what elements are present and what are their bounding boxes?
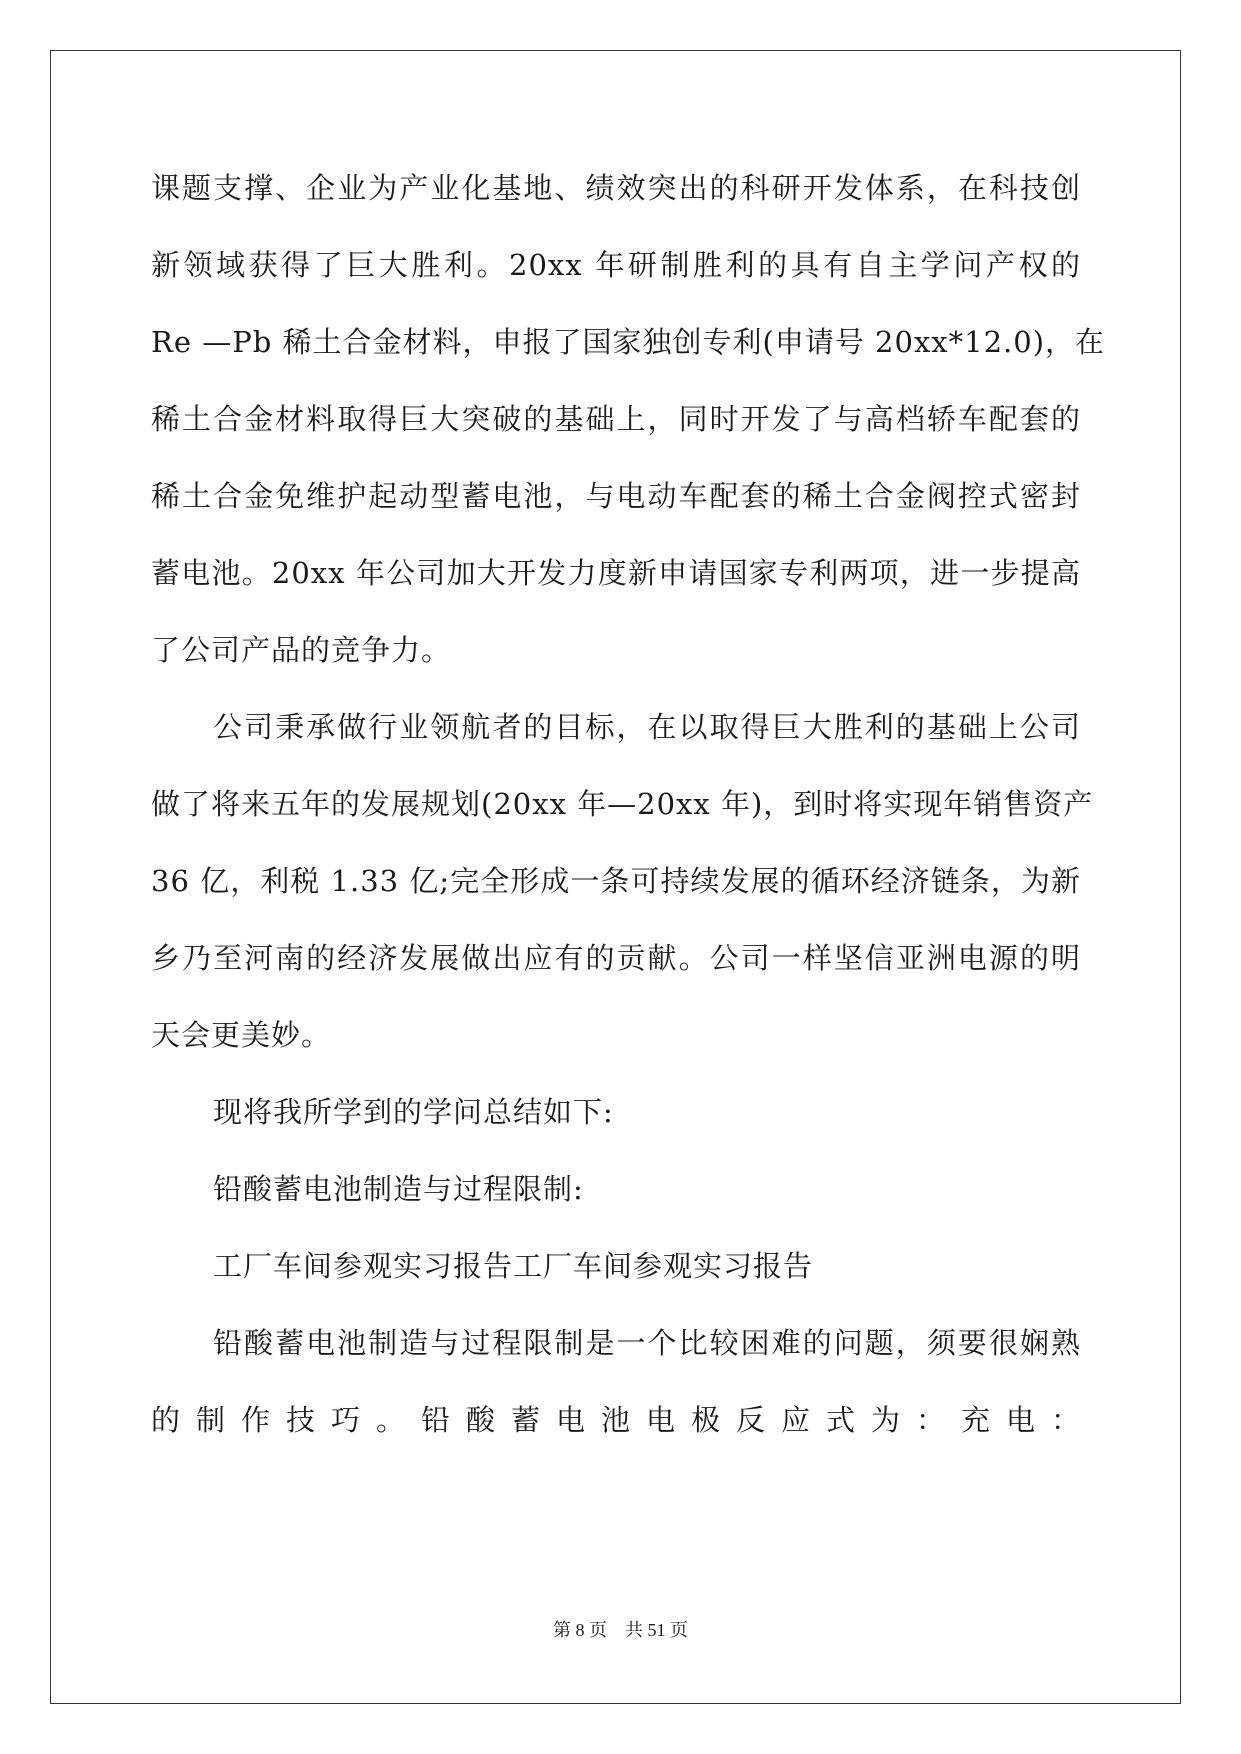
text-line: 课题支撑、企业为产业化基地、绩效突出的科研开发体系，在科技创 (151, 171, 1081, 205)
text-line: 新领域获得了巨大胜利。20xx 年研制胜利的具有自主学问产权的 (151, 248, 1081, 282)
text-line: 铅酸蓄电池制造与过程限制: (213, 1172, 584, 1206)
text-line: 铅酸蓄电池制造与过程限制是一个比较困难的问题，须要很娴熟 (213, 1326, 1081, 1360)
text-line: 36 亿，利税 1.33 亿;完全形成一条可持续发展的循环经济链条，为新 (151, 864, 1081, 898)
text-line: 工厂车间参观实习报告工厂车间参观实习报告 (213, 1249, 814, 1283)
text-line: 乡乃至河南的经济发展做出应有的贡献。公司一样坚信亚洲电源的明 (151, 941, 1081, 975)
text-line: 公司秉承做行业领航者的目标，在以取得巨大胜利的基础上公司 (213, 710, 1081, 744)
text-line: 稀土合金免维护起动型蓄电池，与电动车配套的稀土合金阀控式密封 (151, 479, 1081, 513)
text-line: 现将我所学到的学问总结如下: (213, 1095, 614, 1129)
text-line: 稀土合金材料取得巨大突破的基础上，同时开发了与高档轿车配套的 (151, 402, 1081, 436)
text-line: 做了将来五年的发展规划(20xx 年—20xx 年)，到时将实现年销售资产 (151, 787, 1094, 821)
text-line: 的制作技巧。铅酸蓄电池电极反应式为：充电： (151, 1403, 1081, 1437)
text-line: Re —Pb 稀土合金材料，申报了国家独创专利(申请号 20xx*12.0)，在 (151, 325, 1106, 359)
page-number-footer: 第 8 页 共 51 页 (553, 1620, 688, 1640)
document-body (151, 150, 1106, 1459)
text-line: 天会更美妙。 (151, 1018, 332, 1052)
text-line: 蓄电池。20xx 年公司加大开发力度新申请国家专利两项，进一步提高 (151, 556, 1081, 590)
text-line: 了公司产品的竞争力。 (151, 633, 452, 667)
